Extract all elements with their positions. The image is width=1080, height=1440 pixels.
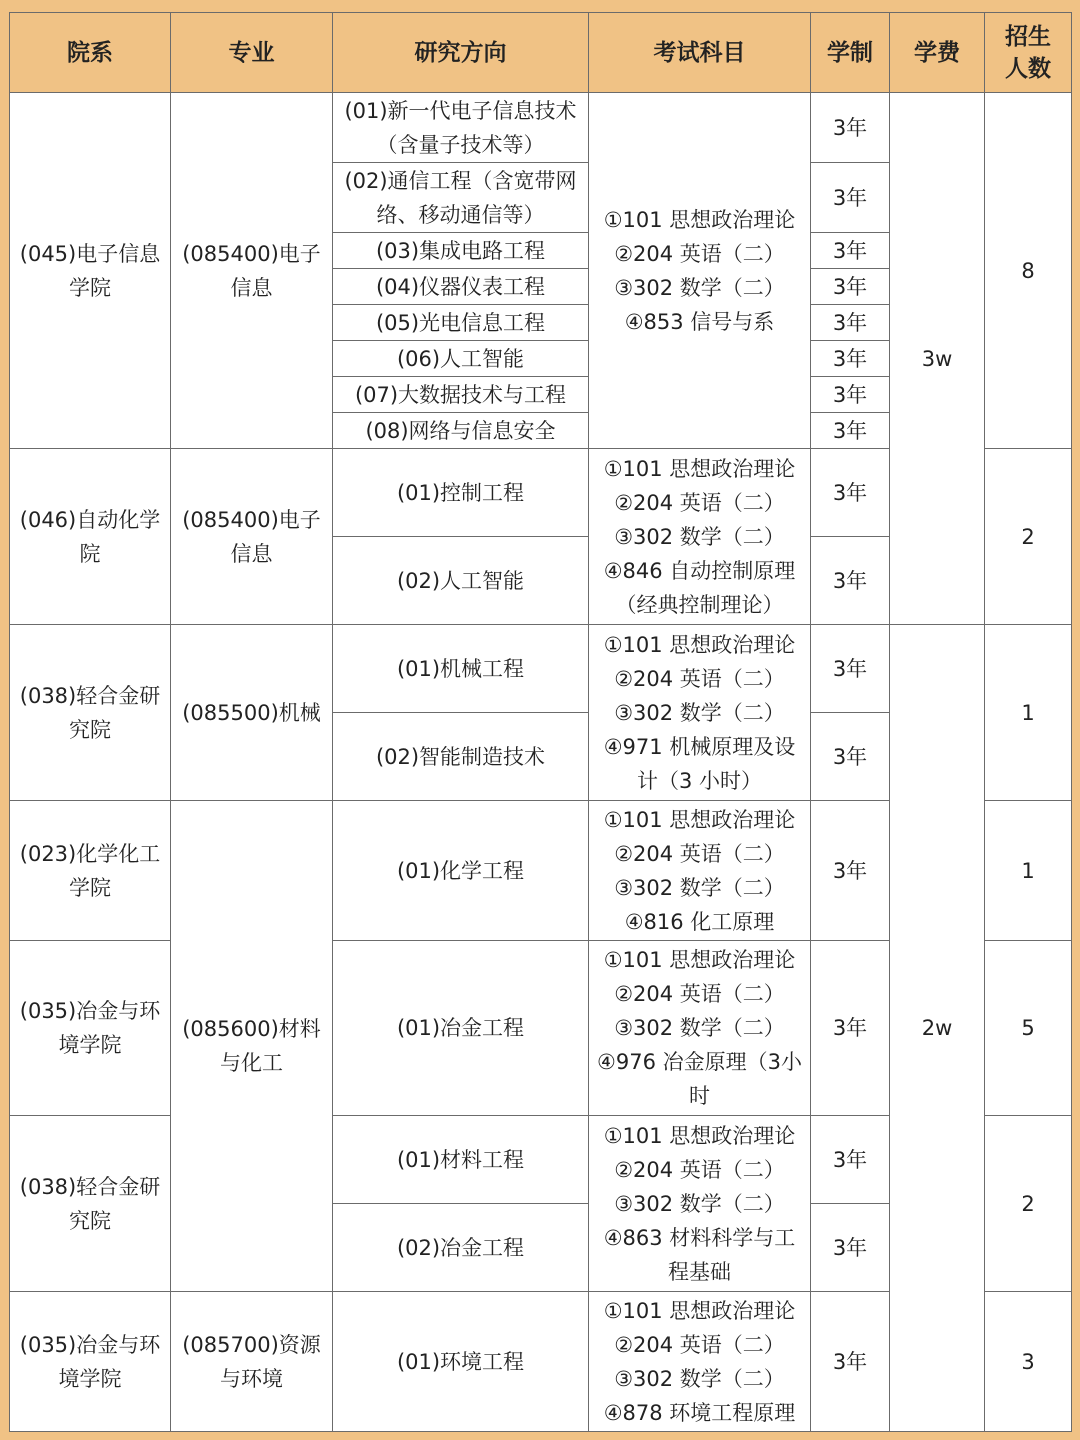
exam-subjects-cell xyxy=(589,1116,811,1292)
exam-line: ①101 思想政治理论 xyxy=(603,948,796,972)
direction-cell: (01)材料工程 xyxy=(333,1116,589,1204)
direction-cell: (01)机械工程 xyxy=(333,625,589,713)
exam-line: ④846 自动控制原理 xyxy=(603,558,796,583)
department-cell: (035)冶金与环境学院 xyxy=(10,1292,171,1432)
exam-subjects-cell xyxy=(589,1292,811,1432)
quota-cell: 2 xyxy=(985,1116,1072,1292)
exam-line: ③302 数学（二） xyxy=(614,1016,785,1040)
duration-cell: 3年 xyxy=(811,1116,890,1204)
direction-cell: (01)新一代电子信息技术（含量子技术等） xyxy=(333,93,589,163)
exam-subjects-cell xyxy=(589,801,811,941)
tuition-cell: 2w xyxy=(890,625,985,1432)
header-quota: 招生 人数 xyxy=(985,13,1072,93)
duration-cell: 3年 xyxy=(811,377,890,413)
exam-line: ②204 英语（二） xyxy=(614,490,785,515)
exam-line: ④971 机械原理及设计（3 小时） xyxy=(603,734,796,793)
duration-cell: 3年 xyxy=(811,163,890,233)
direction-cell: (03)集成电路工程 xyxy=(333,233,589,269)
exam-line: ①101 思想政治理论 xyxy=(603,632,796,657)
header-row xyxy=(10,13,1072,93)
exam-line: ①101 思想政治理论 xyxy=(603,1298,796,1323)
direction-cell: (05)光电信息工程 xyxy=(333,305,589,341)
tuition-cell: 3w xyxy=(890,93,985,625)
department-cell: (046)自动化学院 xyxy=(10,449,171,625)
direction-cell: (02)智能制造技术 xyxy=(333,713,589,801)
direction-cell: (07)大数据技术与工程 xyxy=(333,377,589,413)
direction-cell: (02)冶金工程 xyxy=(333,1204,589,1292)
exam-line: ②204 英语（二） xyxy=(614,1332,785,1357)
duration-cell: 3年 xyxy=(811,341,890,377)
exam-line: ④853 信号与系 xyxy=(624,309,775,334)
duration-cell: 3年 xyxy=(811,941,890,1116)
exam-line: ④976 冶金原理（3小时 xyxy=(597,1050,802,1108)
exam-line: ②204 英语（二） xyxy=(614,1157,785,1182)
exam-line: ②204 英语（二） xyxy=(614,666,785,691)
duration-cell: 3年 xyxy=(811,801,890,941)
table-row xyxy=(10,93,1072,163)
table-row xyxy=(10,625,1072,713)
duration-cell: 3年 xyxy=(811,413,890,449)
duration-cell: 3年 xyxy=(811,93,890,163)
header-department: 院系 xyxy=(10,13,171,93)
exam-line: ①101 思想政治理论 xyxy=(603,207,796,232)
exam-line: ④878 环境工程原理 xyxy=(603,1400,796,1425)
duration-cell: 3年 xyxy=(811,449,890,537)
direction-cell: (02)通信工程（含宽带网络、移动通信等） xyxy=(333,163,589,233)
exam-line: ③302 数学（二） xyxy=(614,524,785,549)
department-cell: (045)电子信息学院 xyxy=(10,93,171,449)
duration-cell: 3年 xyxy=(811,713,890,801)
exam-line: ④863 材料科学与工程基础 xyxy=(603,1225,796,1284)
exam-subjects-cell xyxy=(589,941,811,1116)
quota-cell: 5 xyxy=(985,941,1072,1116)
header-major: 专业 xyxy=(171,13,333,93)
exam-line: ①101 思想政治理论 xyxy=(603,456,796,481)
major-cell: (085400)电子信息 xyxy=(171,93,333,449)
department-cell: (038)轻合金研究院 xyxy=(10,625,171,801)
major-cell: (085700)资源与环境 xyxy=(171,1292,333,1432)
quota-cell: 1 xyxy=(985,625,1072,801)
direction-cell: (08)网络与信息安全 xyxy=(333,413,589,449)
major-cell: (085600)材料与化工 xyxy=(171,801,333,1292)
department-cell: (038)轻合金研究院 xyxy=(10,1116,171,1292)
quota-cell: 2 xyxy=(985,449,1072,625)
direction-cell: (01)冶金工程 xyxy=(333,941,589,1116)
duration-cell: 3年 xyxy=(811,625,890,713)
duration-cell: 3年 xyxy=(811,537,890,625)
direction-cell: (04)仪器仪表工程 xyxy=(333,269,589,305)
exam-subjects-cell xyxy=(589,93,811,449)
quota-cell: 1 xyxy=(985,801,1072,941)
exam-line: ②204 英语（二） xyxy=(614,982,785,1006)
exam-line: ②204 英语（二） xyxy=(614,841,785,866)
exam-line: ②204 英语（二） xyxy=(614,241,785,266)
duration-cell: 3年 xyxy=(811,1292,890,1432)
duration-cell: 3年 xyxy=(811,269,890,305)
header-tuition: 学费 xyxy=(890,13,985,93)
exam-line: ①101 思想政治理论 xyxy=(603,1123,796,1148)
department-cell: (035)冶金与环境学院 xyxy=(10,941,171,1116)
major-cell: (085500)机械 xyxy=(171,625,333,801)
exam-line: ③302 数学（二） xyxy=(614,700,785,725)
direction-cell: (01)化学工程 xyxy=(333,801,589,941)
admissions-table-container xyxy=(9,12,1071,1428)
duration-cell: 3年 xyxy=(811,1204,890,1292)
duration-cell: 3年 xyxy=(811,305,890,341)
major-cell: (085400)电子信息 xyxy=(171,449,333,625)
quota-cell: 8 xyxy=(985,93,1072,449)
direction-cell: (01)环境工程 xyxy=(333,1292,589,1432)
exam-line: ③302 数学（二） xyxy=(614,1366,785,1391)
direction-cell: (06)人工智能 xyxy=(333,341,589,377)
direction-cell: (02)人工智能 xyxy=(333,537,589,625)
header-direction: 研究方向 xyxy=(333,13,589,93)
exam-line: ①101 思想政治理论 xyxy=(603,807,796,832)
exam-line: ③302 数学（二） xyxy=(614,1191,785,1216)
header-exam-subjects: 考试科目 xyxy=(589,13,811,93)
exam-line: ④816 化工原理 xyxy=(624,909,775,934)
header-duration: 学制 xyxy=(811,13,890,93)
exam-line: （经典控制理论） xyxy=(615,592,784,617)
direction-cell: (01)控制工程 xyxy=(333,449,589,537)
department-cell: (023)化学化工学院 xyxy=(10,801,171,941)
exam-subjects-cell xyxy=(589,625,811,801)
duration-cell: 3年 xyxy=(811,233,890,269)
exam-line: ③302 数学（二） xyxy=(614,875,785,900)
quota-cell: 3 xyxy=(985,1292,1072,1432)
admissions-table xyxy=(9,12,1072,1432)
exam-line: ③302 数学（二） xyxy=(614,275,785,300)
exam-subjects-cell xyxy=(589,449,811,625)
